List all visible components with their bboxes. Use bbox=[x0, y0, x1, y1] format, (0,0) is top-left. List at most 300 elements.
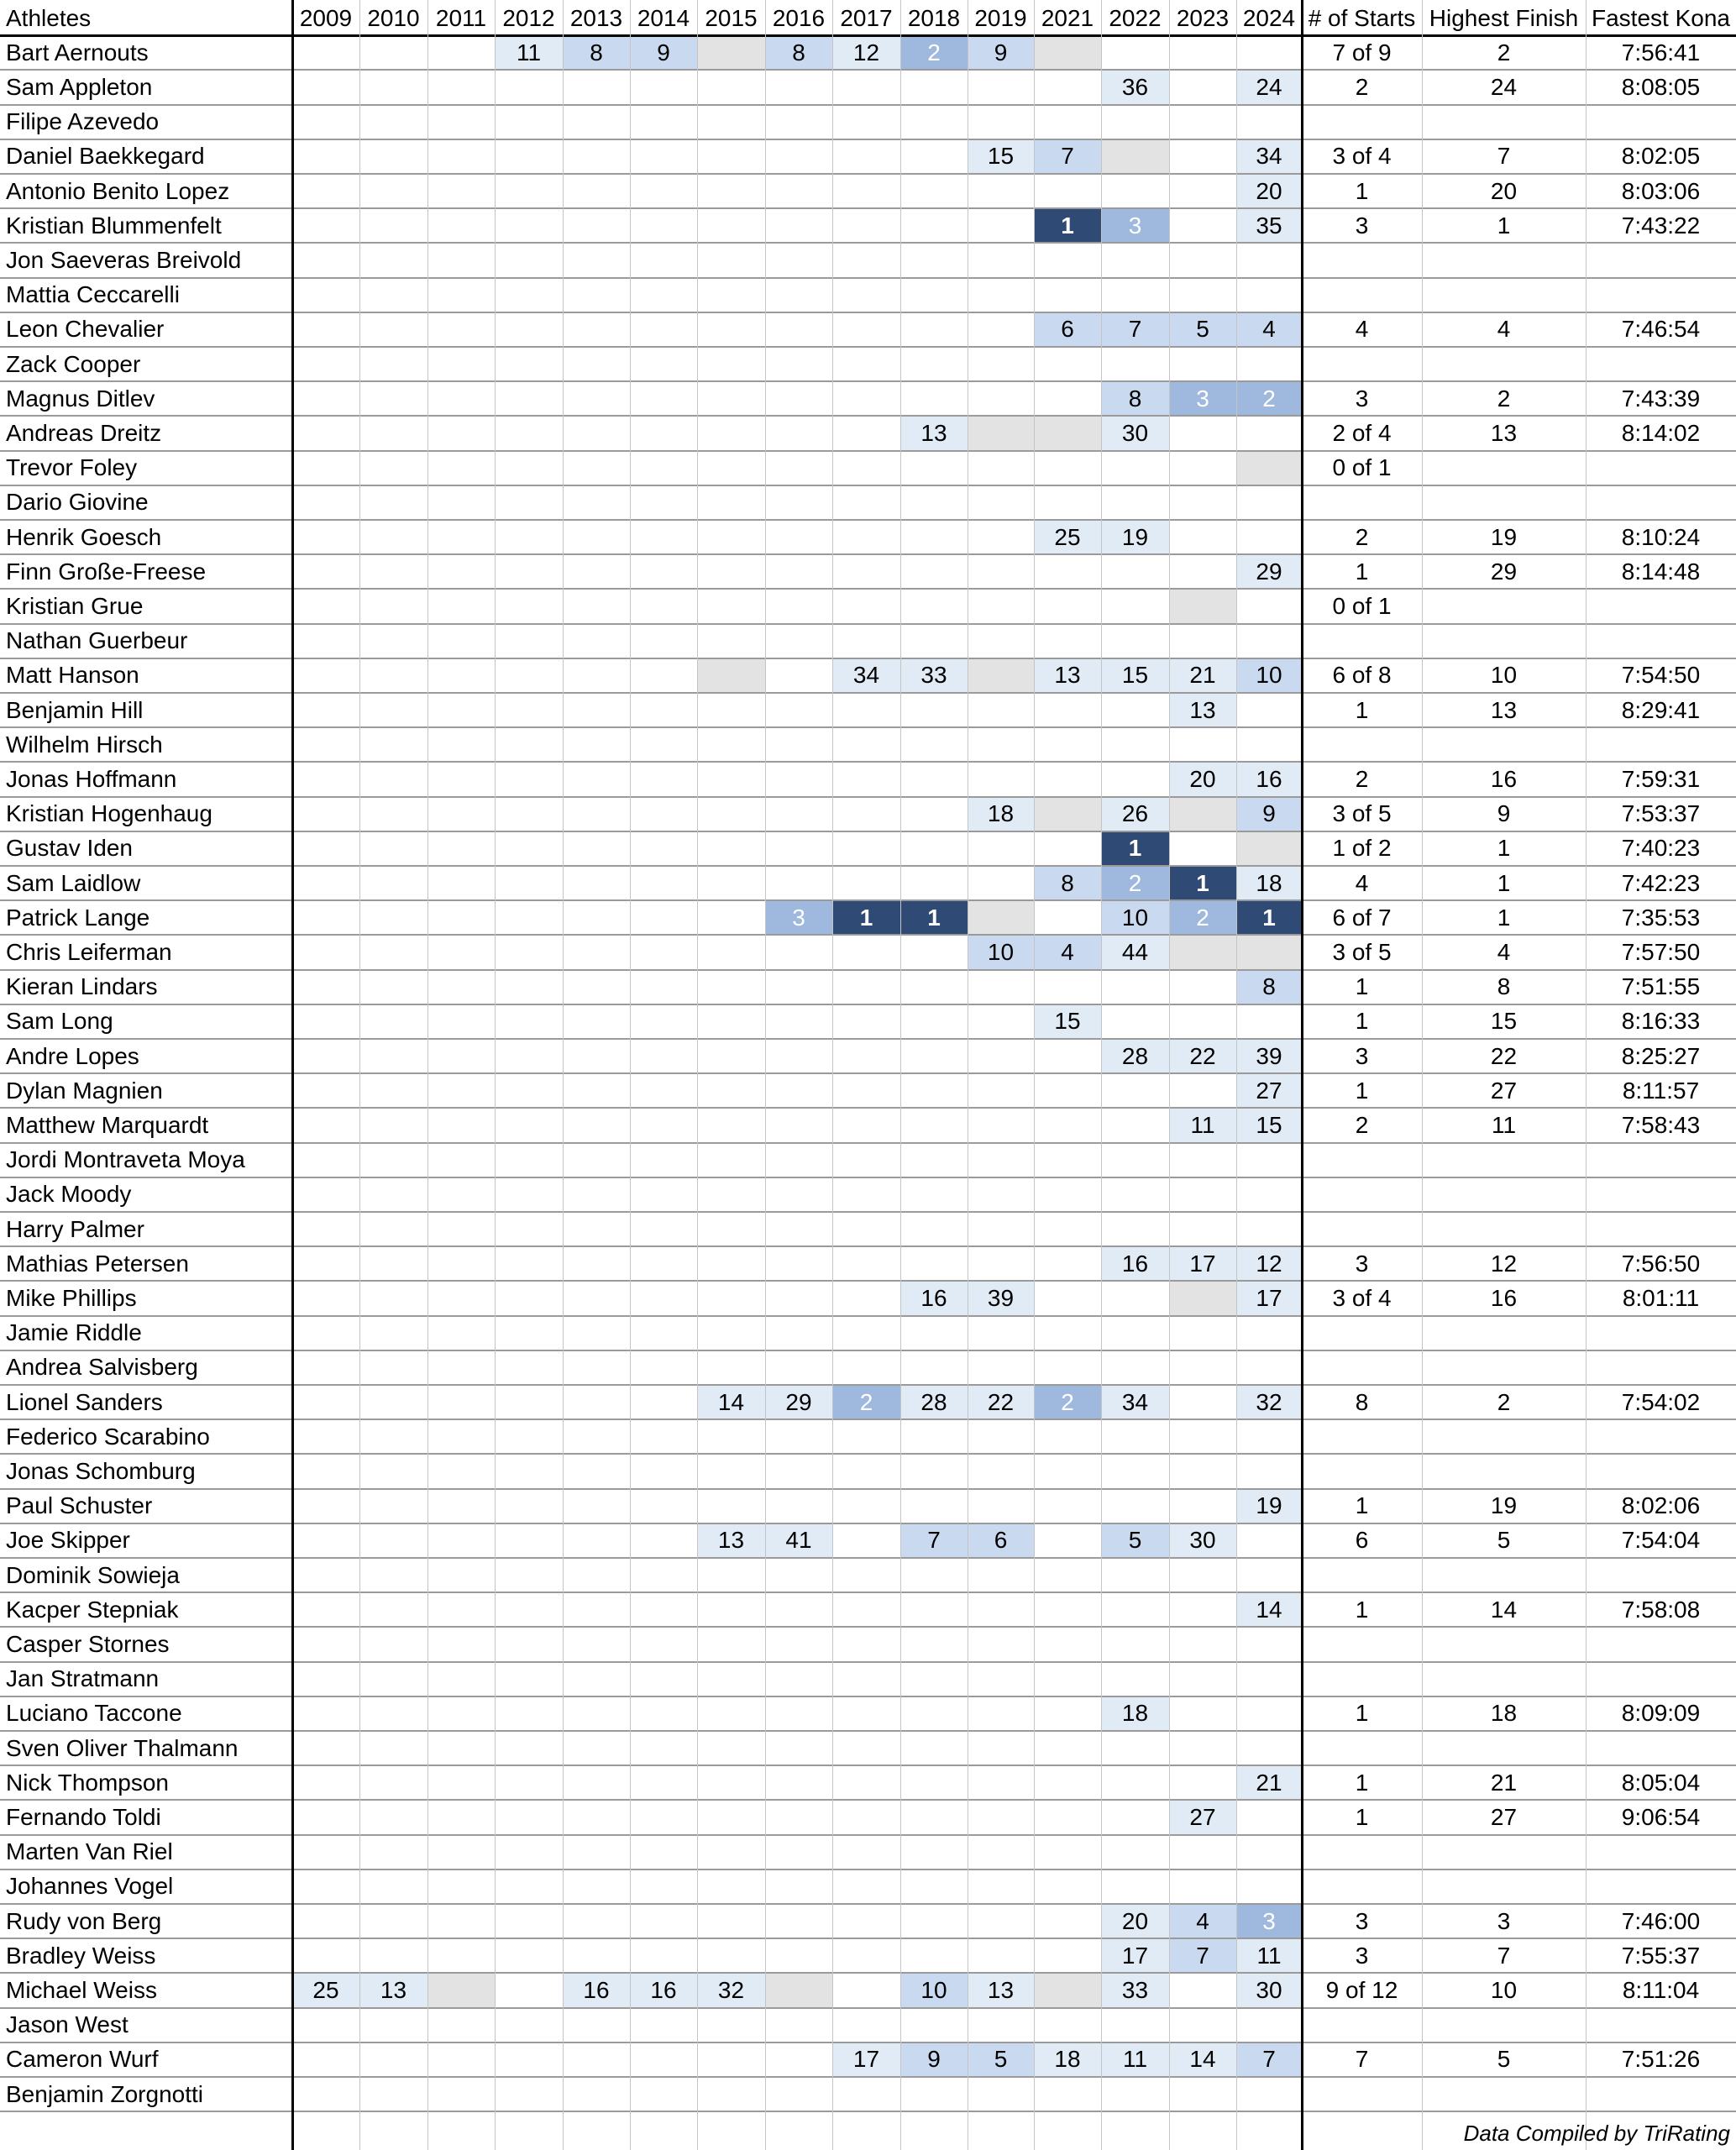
result-cell: 30 bbox=[1101, 416, 1169, 450]
highest-finish-cell bbox=[1422, 1177, 1586, 1212]
result-cell: 2 bbox=[1236, 381, 1302, 416]
highest-finish-cell bbox=[1422, 1558, 1586, 1592]
result-cell: 13 bbox=[697, 1523, 765, 1558]
result-cell bbox=[1169, 1765, 1236, 1800]
result-cell: 1 bbox=[1236, 900, 1302, 935]
dnf-cell bbox=[697, 35, 765, 70]
result-cell bbox=[630, 1177, 697, 1212]
fastest-kona-cell bbox=[1586, 1869, 1736, 1904]
result-cell bbox=[697, 485, 765, 520]
result-cell: 10 bbox=[968, 935, 1034, 969]
result-cell bbox=[427, 1350, 495, 1385]
result-cell bbox=[359, 1800, 427, 1834]
result-cell bbox=[563, 1073, 630, 1108]
result-cell bbox=[563, 243, 630, 277]
athlete-name: Jonas Schomburg bbox=[6, 1457, 196, 1484]
result-cell bbox=[495, 797, 563, 831]
highest-finish-cell: 15 bbox=[1490, 1008, 1518, 1035]
result-cell bbox=[630, 1558, 697, 1592]
result-cell bbox=[1169, 1869, 1236, 1904]
result-cell bbox=[292, 797, 359, 831]
result-cell bbox=[563, 381, 630, 416]
result-cell bbox=[832, 624, 900, 658]
result-cell bbox=[1034, 693, 1101, 727]
result-cell bbox=[292, 1039, 359, 1073]
result-cell bbox=[1101, 589, 1169, 623]
result-cell bbox=[900, 831, 968, 866]
highest-finish-cell: 16 bbox=[1490, 1284, 1518, 1311]
result-cell bbox=[765, 1454, 832, 1488]
result-cell bbox=[1169, 1558, 1236, 1592]
result-cell bbox=[1101, 1592, 1169, 1627]
athlete-name: Matthew Marquardt bbox=[6, 1111, 209, 1138]
athlete-name: Marten Van Riel bbox=[6, 1838, 173, 1865]
result-cell bbox=[292, 1419, 359, 1454]
result-cell bbox=[968, 70, 1034, 104]
result-cell bbox=[292, 1212, 359, 1246]
result-cell bbox=[359, 1869, 427, 1904]
highest-finish-cell bbox=[1422, 624, 1586, 658]
result-cell bbox=[1236, 1316, 1302, 1350]
result-cell bbox=[359, 416, 427, 450]
result-cell bbox=[900, 1039, 968, 1073]
starts-cell bbox=[1302, 278, 1422, 312]
result-cell bbox=[359, 1662, 427, 1696]
athlete-name: Kristian Hogenhaug bbox=[6, 800, 212, 827]
result-cell bbox=[1236, 1143, 1302, 1177]
result-cell bbox=[359, 520, 427, 554]
highest-finish-cell: 2 bbox=[1497, 1388, 1511, 1415]
result-cell bbox=[1236, 416, 1302, 450]
result-cell: 5 bbox=[1101, 1523, 1169, 1558]
result-cell bbox=[900, 105, 968, 139]
result-cell bbox=[630, 1489, 697, 1523]
result-cell bbox=[1169, 1835, 1236, 1869]
result-cell bbox=[900, 485, 968, 520]
result-cell bbox=[765, 347, 832, 381]
row-divider bbox=[0, 1592, 1736, 1593]
result-cell bbox=[1236, 1558, 1302, 1592]
result-cell bbox=[765, 1419, 832, 1454]
highest-finish-cell bbox=[1422, 2077, 1586, 2111]
result-cell bbox=[765, 554, 832, 589]
result-cell bbox=[832, 1973, 900, 2007]
starts-cell: 0 of 1 bbox=[1332, 592, 1392, 619]
starts-cell bbox=[1302, 1627, 1422, 1661]
result-cell bbox=[697, 693, 765, 727]
result-cell bbox=[563, 1523, 630, 1558]
result-cell: 1 bbox=[1034, 208, 1101, 243]
fastest-kona-cell bbox=[1586, 485, 1736, 520]
result-cell: 22 bbox=[968, 1385, 1034, 1419]
result-cell bbox=[563, 139, 630, 174]
result-cell bbox=[900, 727, 968, 762]
result-cell bbox=[292, 900, 359, 935]
result-cell bbox=[495, 1523, 563, 1558]
result-cell bbox=[1169, 1419, 1236, 1454]
starts-cell bbox=[1302, 243, 1422, 277]
result-cell bbox=[292, 139, 359, 174]
result-cell bbox=[630, 1765, 697, 1800]
result-cell bbox=[1101, 1489, 1169, 1523]
column-divider bbox=[427, 0, 428, 2150]
result-cell: 2 bbox=[1034, 1385, 1101, 1419]
row-divider bbox=[0, 1280, 1736, 1282]
result-cell: 13 bbox=[359, 1973, 427, 2007]
result-cell bbox=[1034, 243, 1101, 277]
result-cell: 1 bbox=[832, 900, 900, 935]
result-cell bbox=[563, 762, 630, 796]
result-cell: 5 bbox=[968, 2042, 1034, 2077]
result-cell bbox=[292, 416, 359, 450]
result-cell bbox=[292, 520, 359, 554]
result-cell bbox=[427, 658, 495, 693]
result-cell bbox=[1236, 1523, 1302, 1558]
column-divider bbox=[900, 0, 901, 2150]
result-cell bbox=[1101, 1073, 1169, 1108]
result-cell bbox=[427, 554, 495, 589]
result-cell bbox=[765, 208, 832, 243]
result-cell bbox=[630, 381, 697, 416]
result-cell bbox=[495, 1108, 563, 1142]
fastest-kona-cell: 7:43:39 bbox=[1621, 385, 1701, 412]
result-cell bbox=[495, 1316, 563, 1350]
result-cell bbox=[563, 1246, 630, 1281]
result-cell bbox=[1169, 1316, 1236, 1350]
row-divider bbox=[0, 1453, 1736, 1455]
result-cell bbox=[1101, 1004, 1169, 1039]
result-cell bbox=[900, 1835, 968, 1869]
starts-cell bbox=[1302, 485, 1422, 520]
result-cell bbox=[495, 243, 563, 277]
result-cell bbox=[1034, 1904, 1101, 1938]
result-cell bbox=[900, 1627, 968, 1661]
result-cell bbox=[968, 278, 1034, 312]
row-divider bbox=[0, 2111, 1736, 2112]
result-cell bbox=[1236, 1731, 1302, 1765]
fastest-kona-cell: 8:14:02 bbox=[1621, 419, 1701, 446]
athlete-name: Antonio Benito Lopez bbox=[6, 177, 230, 204]
highest-finish-cell: 27 bbox=[1490, 1803, 1518, 1830]
starts-cell bbox=[1302, 105, 1422, 139]
athlete-name: Michael Weiss bbox=[6, 1976, 157, 2003]
result-cell bbox=[563, 1143, 630, 1177]
result-cell bbox=[292, 1904, 359, 1938]
result-cell bbox=[359, 1385, 427, 1419]
fastest-kona-cell: 8:05:04 bbox=[1621, 1769, 1701, 1796]
result-cell bbox=[900, 1316, 968, 1350]
result-cell bbox=[1236, 1835, 1302, 1869]
result-cell bbox=[292, 970, 359, 1004]
starts-cell: 3 bbox=[1355, 212, 1369, 239]
result-cell bbox=[630, 1350, 697, 1385]
fastest-kona-cell: 7:54:50 bbox=[1621, 662, 1701, 689]
result-cell bbox=[427, 624, 495, 658]
result-cell bbox=[359, 554, 427, 589]
column-header: 2014 bbox=[637, 4, 690, 31]
result-cell bbox=[697, 2077, 765, 2111]
starts-cell: 6 of 7 bbox=[1332, 904, 1392, 931]
athlete-name: Bart Aernouts bbox=[6, 39, 149, 66]
result-cell bbox=[359, 797, 427, 831]
athlete-name: Jonas Hoffmann bbox=[6, 765, 177, 792]
result-cell bbox=[1236, 1696, 1302, 1731]
result-cell bbox=[292, 1835, 359, 1869]
result-cell: 18 bbox=[1034, 2042, 1101, 2077]
result-cell bbox=[630, 1869, 697, 1904]
result-cell bbox=[359, 381, 427, 416]
result-cell bbox=[495, 1385, 563, 1419]
result-cell bbox=[765, 1039, 832, 1073]
result-cell bbox=[765, 520, 832, 554]
result-cell bbox=[630, 1246, 697, 1281]
result-cell bbox=[900, 347, 968, 381]
highest-finish-cell: 21 bbox=[1490, 1769, 1518, 1796]
row-divider bbox=[0, 346, 1736, 348]
fastest-kona-cell bbox=[1586, 105, 1736, 139]
result-cell bbox=[359, 1073, 427, 1108]
result-cell bbox=[495, 1246, 563, 1281]
result-cell bbox=[495, 1765, 563, 1800]
result-cell bbox=[1169, 727, 1236, 762]
result-cell bbox=[968, 970, 1034, 1004]
result-cell bbox=[1101, 174, 1169, 208]
athlete-name: Sam Appleton bbox=[6, 73, 153, 100]
result-cell bbox=[1034, 2008, 1101, 2042]
result-cell bbox=[427, 900, 495, 935]
athlete-name: Sam Laidlow bbox=[6, 869, 141, 896]
result-cell bbox=[832, 1731, 900, 1765]
result-cell bbox=[427, 1212, 495, 1246]
result-cell bbox=[1034, 105, 1101, 139]
highest-finish-cell: 29 bbox=[1490, 558, 1518, 585]
highest-finish-cell: 19 bbox=[1490, 1492, 1518, 1519]
row-divider bbox=[0, 415, 1736, 417]
row-divider bbox=[0, 519, 1736, 521]
starts-cell: 7 bbox=[1355, 2046, 1369, 2073]
result-cell bbox=[900, 1419, 968, 1454]
result-cell bbox=[832, 381, 900, 416]
result-cell: 1 bbox=[1101, 831, 1169, 866]
result-cell bbox=[765, 1938, 832, 1973]
result-cell bbox=[495, 105, 563, 139]
fastest-kona-cell: 7:53:37 bbox=[1621, 800, 1701, 827]
result-cell bbox=[292, 2042, 359, 2077]
athlete-name: Gustav Iden bbox=[6, 835, 133, 862]
fastest-kona-cell: 7:58:08 bbox=[1621, 1596, 1701, 1623]
result-cell bbox=[832, 312, 900, 347]
result-cell bbox=[427, 1765, 495, 1800]
result-cell bbox=[1236, 1662, 1302, 1696]
result-cell: 7 bbox=[1034, 139, 1101, 174]
result-cell: 17 bbox=[1236, 1281, 1302, 1315]
result-cell bbox=[292, 1108, 359, 1142]
result-cell bbox=[563, 1281, 630, 1315]
result-cell: 2 bbox=[1101, 866, 1169, 900]
result-cell bbox=[1169, 1627, 1236, 1661]
result-cell bbox=[292, 1938, 359, 1973]
data-source-footnote: Data Compiled by TriRating bbox=[1463, 2120, 1730, 2146]
result-cell bbox=[968, 866, 1034, 900]
result-cell bbox=[292, 1350, 359, 1385]
result-cell: 44 bbox=[1101, 935, 1169, 969]
row-divider bbox=[0, 69, 1736, 71]
result-cell bbox=[427, 139, 495, 174]
result-cell bbox=[900, 1765, 968, 1800]
result-cell bbox=[765, 589, 832, 623]
result-cell bbox=[1101, 243, 1169, 277]
result-cell bbox=[427, 1419, 495, 1454]
result-cell bbox=[1034, 1281, 1101, 1315]
result-cell: 7 bbox=[900, 1523, 968, 1558]
result-cell bbox=[1034, 1835, 1101, 1869]
result-cell bbox=[832, 554, 900, 589]
result-cell bbox=[630, 1385, 697, 1419]
row-divider bbox=[0, 2007, 1736, 2009]
result-cell bbox=[968, 554, 1034, 589]
result-cell bbox=[968, 1108, 1034, 1142]
result-cell bbox=[765, 866, 832, 900]
result-cell bbox=[900, 1489, 968, 1523]
result-cell bbox=[1101, 1212, 1169, 1246]
result-cell bbox=[1034, 1419, 1101, 1454]
result-cell bbox=[359, 658, 427, 693]
athlete-name: Sam Long bbox=[6, 1008, 113, 1035]
column-divider bbox=[765, 0, 766, 2150]
result-cell bbox=[1034, 485, 1101, 520]
result-cell bbox=[765, 693, 832, 727]
result-cell bbox=[359, 451, 427, 485]
result-cell bbox=[697, 831, 765, 866]
row-divider bbox=[0, 1245, 1736, 1247]
row-divider bbox=[0, 1004, 1736, 1005]
result-cell bbox=[765, 1212, 832, 1246]
result-cell bbox=[359, 900, 427, 935]
result-cell bbox=[563, 1489, 630, 1523]
column-divider bbox=[1422, 0, 1423, 2150]
result-cell bbox=[1034, 727, 1101, 762]
result-cell bbox=[1034, 624, 1101, 658]
result-cell bbox=[1236, 624, 1302, 658]
result-cell bbox=[630, 2042, 697, 2077]
athlete-name: Benjamin Zorgnotti bbox=[6, 2080, 204, 2107]
result-cell bbox=[1034, 900, 1101, 935]
result-cell: 20 bbox=[1169, 762, 1236, 796]
result-cell bbox=[292, 554, 359, 589]
result-cell bbox=[968, 1869, 1034, 1904]
result-cell bbox=[697, 1731, 765, 1765]
result-cell bbox=[630, 312, 697, 347]
result-cell bbox=[427, 1281, 495, 1315]
row-divider bbox=[0, 1557, 1736, 1559]
fastest-kona-cell: 8:11:04 bbox=[1622, 1976, 1700, 2003]
athlete-name: Johannes Vogel bbox=[6, 1873, 174, 1900]
result-cell bbox=[359, 1212, 427, 1246]
result-cell: 9 bbox=[1236, 797, 1302, 831]
result-cell bbox=[832, 1039, 900, 1073]
result-cell bbox=[697, 1627, 765, 1661]
result-cell bbox=[697, 1281, 765, 1315]
result-cell bbox=[1101, 485, 1169, 520]
fastest-kona-cell: 7:54:04 bbox=[1621, 1527, 1701, 1554]
result-cell bbox=[697, 1800, 765, 1834]
result-cell bbox=[359, 1592, 427, 1627]
result-cell bbox=[563, 1765, 630, 1800]
result-cell bbox=[359, 1350, 427, 1385]
result-cell bbox=[427, 381, 495, 416]
result-cell bbox=[427, 243, 495, 277]
result-cell bbox=[1169, 451, 1236, 485]
result-cell bbox=[495, 2008, 563, 2042]
athletes-header: Athletes bbox=[6, 4, 92, 31]
result-cell: 17 bbox=[1101, 1938, 1169, 1973]
result-cell: 12 bbox=[832, 35, 900, 70]
result-cell bbox=[1236, 589, 1302, 623]
result-cell bbox=[968, 381, 1034, 416]
starts-cell: 2 of 4 bbox=[1332, 419, 1392, 446]
dnf-cell bbox=[1236, 451, 1302, 485]
result-cell bbox=[563, 727, 630, 762]
result-cell: 41 bbox=[765, 1523, 832, 1558]
result-cell bbox=[832, 1004, 900, 1039]
result-cell bbox=[359, 2077, 427, 2111]
result-cell bbox=[292, 1627, 359, 1661]
athlete-name: Joe Skipper bbox=[6, 1527, 130, 1554]
fastest-kona-cell bbox=[1586, 2008, 1736, 2042]
fastest-kona-cell bbox=[1586, 1627, 1736, 1661]
result-cell bbox=[563, 1039, 630, 1073]
result-cell bbox=[292, 1004, 359, 1039]
result-cell bbox=[359, 485, 427, 520]
athlete-name: Fernando Toldi bbox=[6, 1803, 161, 1830]
starts-cell bbox=[1302, 1835, 1422, 1869]
starts-cell bbox=[1302, 1558, 1422, 1592]
result-cell bbox=[1169, 1212, 1236, 1246]
result-cell bbox=[563, 1454, 630, 1488]
result-cell bbox=[292, 485, 359, 520]
result-cell bbox=[697, 1489, 765, 1523]
result-cell bbox=[563, 1212, 630, 1246]
result-cell bbox=[1034, 1731, 1101, 1765]
athlete-name: Benjamin Hill bbox=[6, 696, 144, 723]
result-cell bbox=[1034, 1800, 1101, 1834]
result-cell bbox=[765, 243, 832, 277]
result-cell bbox=[563, 1696, 630, 1731]
row-divider bbox=[0, 485, 1736, 486]
result-cell: 13 bbox=[1169, 693, 1236, 727]
result-cell bbox=[292, 312, 359, 347]
result-cell bbox=[427, 1558, 495, 1592]
result-cell bbox=[630, 866, 697, 900]
fastest-kona-cell: 7:51:55 bbox=[1621, 973, 1701, 1000]
result-cell bbox=[495, 2077, 563, 2111]
starts-cell bbox=[1302, 1177, 1422, 1212]
result-cell bbox=[832, 1662, 900, 1696]
result-cell bbox=[1034, 1212, 1101, 1246]
result-cell bbox=[900, 1108, 968, 1142]
fastest-kona-cell: 8:02:05 bbox=[1621, 143, 1701, 170]
result-cell bbox=[1034, 1592, 1101, 1627]
column-header: 2012 bbox=[502, 4, 555, 31]
athlete-name: Andre Lopes bbox=[6, 1042, 139, 1069]
starts-cell: 2 bbox=[1355, 1111, 1369, 1138]
result-cell bbox=[1169, 70, 1236, 104]
result-cell bbox=[359, 1246, 427, 1281]
result-cell bbox=[900, 762, 968, 796]
result-cell bbox=[1169, 1454, 1236, 1488]
row-divider bbox=[0, 1626, 1736, 1628]
result-cell bbox=[359, 866, 427, 900]
